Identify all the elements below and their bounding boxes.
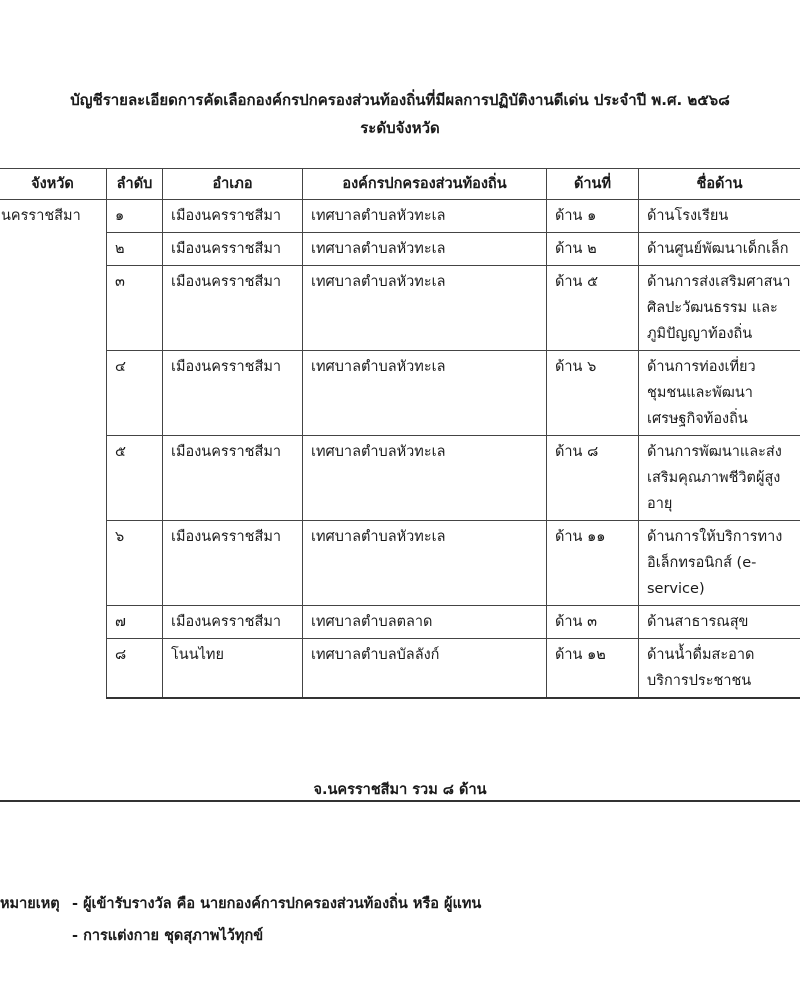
org-cell: เทศบาลตำบลหัวทะเล xyxy=(303,521,547,606)
table-row xyxy=(0,639,800,699)
table-header-row xyxy=(0,169,800,200)
order-cell: ๑ xyxy=(107,200,163,233)
aspect-no-cell: ด้าน ๒ xyxy=(547,233,639,266)
aspect-no-cell: ด้าน ๖ xyxy=(547,351,639,436)
table-row xyxy=(0,606,800,639)
aspect-name-cell: ด้านศูนย์พัฒนาเด็กเล็ก xyxy=(639,233,800,266)
order-cell: ๖ xyxy=(107,521,163,606)
document-subtitle: ระดับจังหวัด xyxy=(360,119,440,137)
order-cell: ๘ xyxy=(107,639,163,699)
aspect-no-cell: ด้าน ๓ xyxy=(547,606,639,639)
header-aspect-no: ด้านที่ xyxy=(547,169,639,200)
aspect-name-cell: ด้านการให้บริการทางอิเล็กทรอนิกส์ (e-service) xyxy=(639,521,800,606)
table-row xyxy=(0,521,800,606)
org-cell: เทศบาลตำบลหัวทะเล xyxy=(303,200,547,233)
district-cell: เมืองนครราชสีมา xyxy=(163,521,303,606)
org-cell: เทศบาลตำบลหัวทะเล xyxy=(303,233,547,266)
divider xyxy=(0,800,800,802)
table-row xyxy=(0,266,800,351)
aspect-name-cell: ด้านการพัฒนาและส่งเสริมคุณภาพชีวิตผู้สูงอายุ xyxy=(639,436,800,521)
aspect-no-cell: ด้าน ๑๒ xyxy=(547,639,639,699)
aspect-no-cell: ด้าน ๑ xyxy=(547,200,639,233)
header-district: อำเภอ xyxy=(163,169,303,200)
header-province: จังหวัด xyxy=(0,169,107,200)
total-summary: จ.นครราชสีมา รวม ๘ ด้าน xyxy=(313,782,487,798)
header-order: ลำดับ xyxy=(107,169,163,200)
province-cell: นครราชสีมา xyxy=(0,200,107,699)
aspect-no-cell: ด้าน ๘ xyxy=(547,436,639,521)
district-cell: เมืองนครราชสีมา xyxy=(163,233,303,266)
aspect-name-cell: ด้านการท่องเที่ยวชุมชนและพัฒนาเศรษฐกิจท้องถิ่น xyxy=(639,351,800,436)
district-cell: เมืองนครราชสีมา xyxy=(163,200,303,233)
aspect-no-cell: ด้าน ๕ xyxy=(547,266,639,351)
order-cell: ๕ xyxy=(107,436,163,521)
org-cell: เทศบาลตำบลหัวทะเล xyxy=(303,266,547,351)
header-org: องค์กรปกครองส่วนท้องถิ่น xyxy=(303,169,547,200)
table-row xyxy=(0,436,800,521)
order-cell: ๗ xyxy=(107,606,163,639)
org-cell: เทศบาลตำบลบัลลังก์ xyxy=(303,639,547,699)
district-cell: เมืองนครราชสีมา xyxy=(163,436,303,521)
order-cell: ๒ xyxy=(107,233,163,266)
table-row xyxy=(0,200,800,233)
document-title: บัญชีรายละเอียดการคัดเลือกองค์กรปกครองส่วนท้องถิ่นที่มีผลการปฏิบัติงานดีเด่น ประจำปี พ.ศ. ๒๕๖๘ xyxy=(70,91,730,109)
aspect-name-cell: ด้านโรงเรียน xyxy=(639,200,800,233)
aspect-name-cell: ด้านสาธารณสุข xyxy=(639,606,800,639)
org-cell: เทศบาลตำบลหัวทะเล xyxy=(303,351,547,436)
district-cell: เมืองนครราชสีมา xyxy=(163,351,303,436)
district-cell: โนนไทย xyxy=(163,639,303,699)
notes-label: หมายเหตุ xyxy=(0,896,60,912)
awards-table xyxy=(0,168,800,699)
order-cell: ๔ xyxy=(107,351,163,436)
header-aspect-name: ชื่อด้าน xyxy=(639,169,800,200)
district-cell: เมืองนครราชสีมา xyxy=(163,266,303,351)
order-cell: ๓ xyxy=(107,266,163,351)
aspect-name-cell: ด้านน้ำดื่มสะอาดบริการประชาชน xyxy=(639,639,800,699)
aspect-no-cell: ด้าน ๑๑ xyxy=(547,521,639,606)
note-line: - การแต่งกาย ชุดสุภาพไว้ทุกข์ xyxy=(72,928,264,944)
note-line: - ผู้เข้ารับรางวัล คือ นายกองค์การปกครองส่วนท้องถิ่น หรือ ผู้แทน xyxy=(72,896,482,912)
table-row xyxy=(0,351,800,436)
org-cell: เทศบาลตำบลหัวทะเล xyxy=(303,436,547,521)
table-row xyxy=(0,233,800,266)
aspect-name-cell: ด้านการส่งเสริมศาสนา ศิลปะวัฒนธรรม และภูมิปัญญาท้องถิ่น xyxy=(639,266,800,351)
org-cell: เทศบาลตำบลตลาด xyxy=(303,606,547,639)
district-cell: เมืองนครราชสีมา xyxy=(163,606,303,639)
